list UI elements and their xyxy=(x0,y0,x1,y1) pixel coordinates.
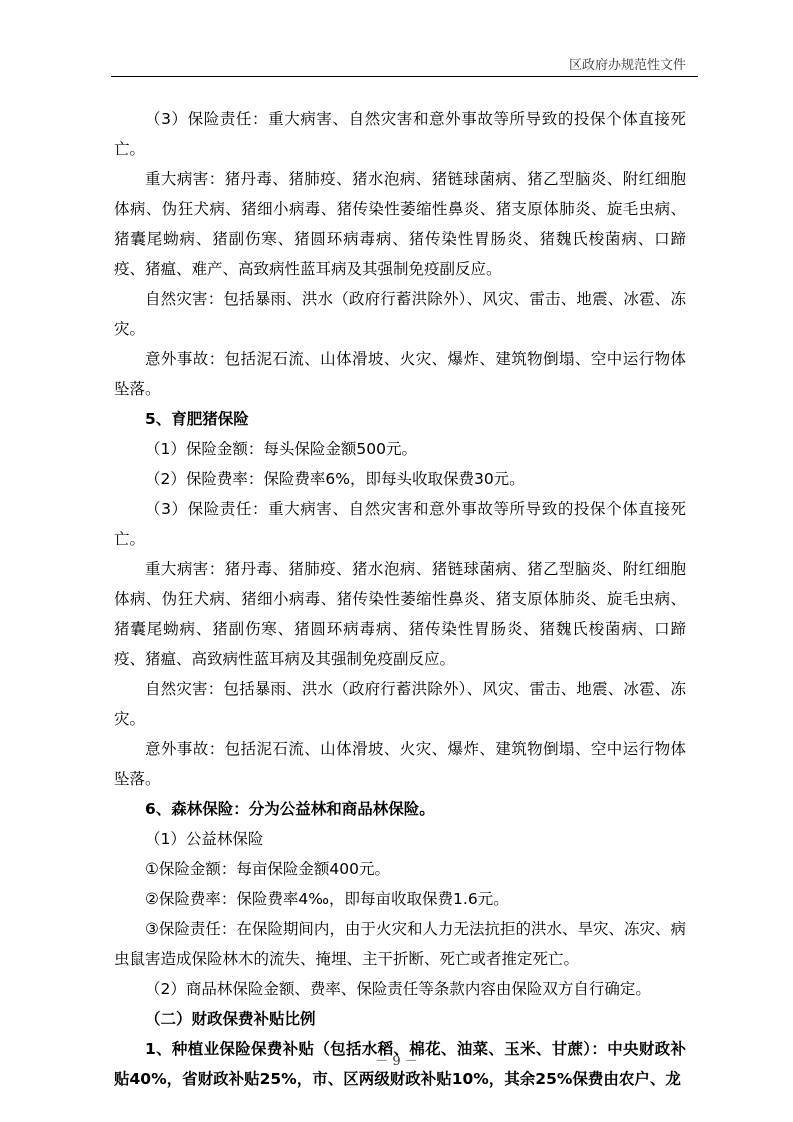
paragraph: 自然灾害：包括暴雨、洪水（政府行蓄洪除外）、风灾、雷击、地震、冰雹、冻灾。 xyxy=(114,290,686,338)
section-heading: 5、育肥猪保险 xyxy=(145,410,249,428)
paragraph: 重大病害：猪丹毒、猪肺疫、猪水泡病、猪链球菌病、猪乙型脑炎、附红细胞体病、伪狂犬病、猪细小病毒、猪传染性萎缩性鼻炎、猪支原体肺炎、旋毛虫病、猪囊尾蚴病、猪副伤寒、猪圆环病毒病、猪传染性胃肠炎、猪魏氏梭菌病、口蹄疫、猪瘟、高致病性蓝耳病及其强制免疫副反应。 xyxy=(114,560,686,668)
page-number: － 9 － xyxy=(375,1054,418,1069)
paragraph: 自然灾害：包括暴雨、洪水（政府行蓄洪除外）、风灾、雷击、地震、冰雹、冻灾。 xyxy=(114,680,686,728)
document-body xyxy=(114,104,686,1094)
paragraph: （2）商品林保险金额、费率、保险责任等条款内容由保险双方自行确定。 xyxy=(145,980,651,998)
header-rule xyxy=(111,76,698,77)
paragraph: ③保险责任：在保险期间内，由于火灾和人力无法抗拒的洪水、旱灾、冻灾、病虫鼠害造成保险林木的流失、掩埋、主干折断、死亡或者推定死亡。 xyxy=(114,920,686,968)
header-title: 区政府办规范性文件 xyxy=(568,58,686,73)
paragraph: 意外事故：包括泥石流、山体滑坡、火灾、爆炸、建筑物倒塌、空中运行物体坠落。 xyxy=(114,350,686,398)
paragraph: ①保险金额：每亩保险金额400元。 xyxy=(145,860,390,878)
section-heading: 6、森林保险：分为公益林和商品林保险。 xyxy=(145,800,435,818)
paragraph: 重大病害：猪丹毒、猪肺疫、猪水泡病、猪链球菌病、猪乙型脑炎、附红细胞体病、伪狂犬病、猪细小病毒、猪传染性萎缩性鼻炎、猪支原体肺炎、旋毛虫病、猪囊尾蚴病、猪副伤寒、猪圆环病毒病、猪传染性胃肠炎、猪魏氏梭菌病、口蹄疫、猪瘟、难产、高致病性蓝耳病及其强制免疫副反应。 xyxy=(114,170,686,278)
paragraph: （3）保险责任：重大病害、自然灾害和意外事故等所导致的投保个体直接死亡。 xyxy=(114,500,686,548)
section-heading: （二）财政保费补贴比例 xyxy=(145,1010,316,1028)
paragraph: 意外事故：包括泥石流、山体滑坡、火灾、爆炸、建筑物倒塌、空中运行物体坠落。 xyxy=(114,740,686,788)
paragraph: （1）保险金额：每头保险金额500元。 xyxy=(145,440,417,458)
paragraph: 1、种植业保险保费补贴（包括水稻、棉花、油菜、玉米、甘蔗）：中央财政补贴40%，省财政补贴25%，市、区两级财政补贴10%，其余25%保费由农户、龙 xyxy=(114,1040,686,1088)
paragraph: ②保险费率：保险费率4‰，即每亩收取保费1.6元。 xyxy=(145,890,509,908)
paragraph: （3）保险责任：重大病害、自然灾害和意外事故等所导致的投保个体直接死亡。 xyxy=(114,110,686,158)
paragraph: （1）公益林保险 xyxy=(145,830,264,848)
paragraph: （2）保险费率：保险费率6%，即每头收取保费30元。 xyxy=(145,470,525,488)
